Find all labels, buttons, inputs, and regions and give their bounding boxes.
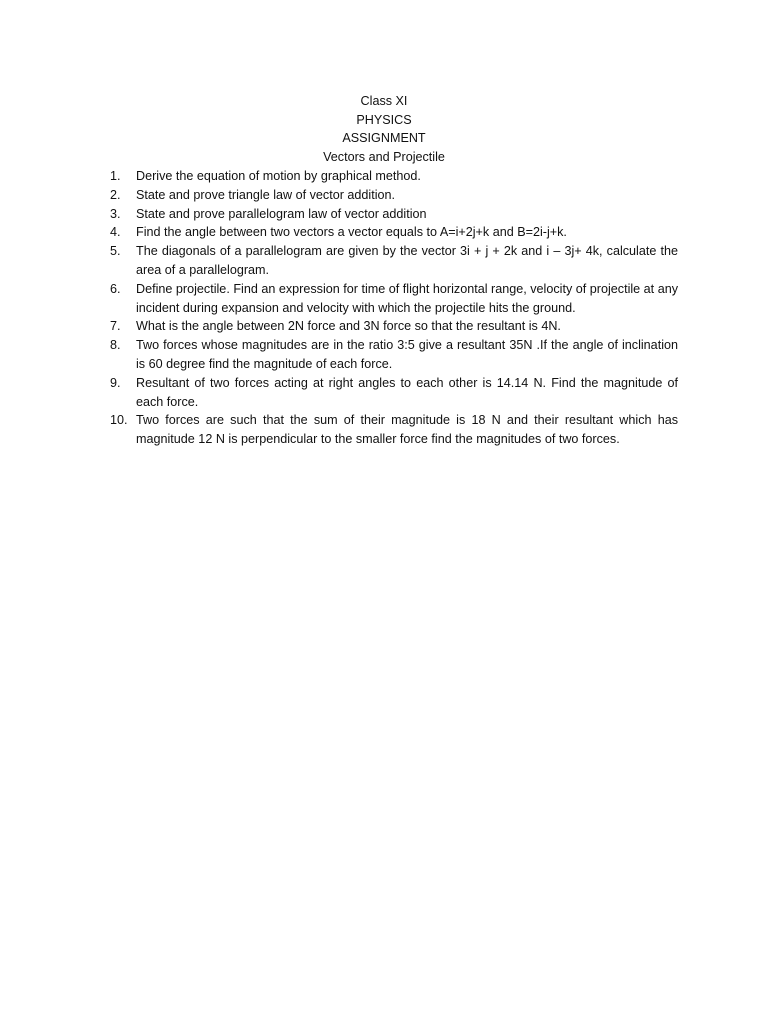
question-item bbox=[110, 280, 678, 318]
question-number: 6. bbox=[110, 281, 121, 296]
question-number: 5. bbox=[110, 244, 121, 259]
question-number: 7. bbox=[110, 319, 121, 334]
question-number: 3. bbox=[110, 206, 121, 221]
question-item bbox=[110, 317, 678, 336]
question-text: The diagonals of a parallelogram are given by the vector 3i + j + 2k and i – 3j+ 4k, calculate the area of a parallelogram. bbox=[136, 244, 678, 277]
question-item bbox=[110, 374, 678, 412]
question-list bbox=[110, 167, 678, 449]
question-text: Two forces are such that the sum of their magnitude is 18 N and their resultant which has magnitude 12 N is perpendicular to the smaller force find the magnitudes of two forces. bbox=[136, 413, 678, 447]
document-heading bbox=[0, 92, 768, 167]
question-number: 1. bbox=[110, 169, 121, 183]
question-item bbox=[110, 167, 678, 186]
question-number: 4. bbox=[110, 225, 121, 240]
question-text: Resultant of two forces acting at right angles to each other is 14.14 N. Find the magnitude of each force. bbox=[136, 375, 678, 409]
question-text: Two forces whose magnitudes are in the ratio 3:5 give a resultant 35N .If the angle of inclination is 60 degree find the magnitude of each force. bbox=[136, 338, 678, 371]
question-text: What is the angle between 2N force and 3N force so that the resultant is 4N. bbox=[136, 319, 561, 334]
subject-title: PHYSICS bbox=[356, 112, 412, 127]
question-number: 9. bbox=[110, 375, 121, 390]
question-item bbox=[110, 336, 678, 374]
question-text: Derive the equation of motion by graphical method. bbox=[136, 169, 421, 183]
question-number: 2. bbox=[110, 187, 121, 202]
question-number: 10. bbox=[110, 413, 128, 428]
topic-title: Vectors and Projectile bbox=[323, 150, 445, 165]
class-title: Class XI bbox=[360, 94, 408, 108]
question-text: Find the angle between two vectors a vector equals to A=i+2j+k and B=2i-j+k. bbox=[136, 225, 567, 240]
question-item bbox=[110, 223, 678, 242]
question-text: State and prove triangle law of vector addition. bbox=[136, 187, 396, 202]
assignment-title: ASSIGNMENT bbox=[342, 131, 426, 146]
question-item bbox=[110, 242, 678, 280]
question-text: Define projectile. Find an expression for time of flight horizontal range, velocity of projectile at any incident during expansion and velocity with which the projectile hits the ground. bbox=[136, 281, 678, 315]
question-item bbox=[110, 411, 678, 449]
question-number: 8. bbox=[110, 338, 121, 353]
question-item bbox=[110, 205, 678, 224]
question-text: State and prove parallelogram law of vector addition bbox=[136, 206, 427, 221]
question-item bbox=[110, 186, 678, 205]
